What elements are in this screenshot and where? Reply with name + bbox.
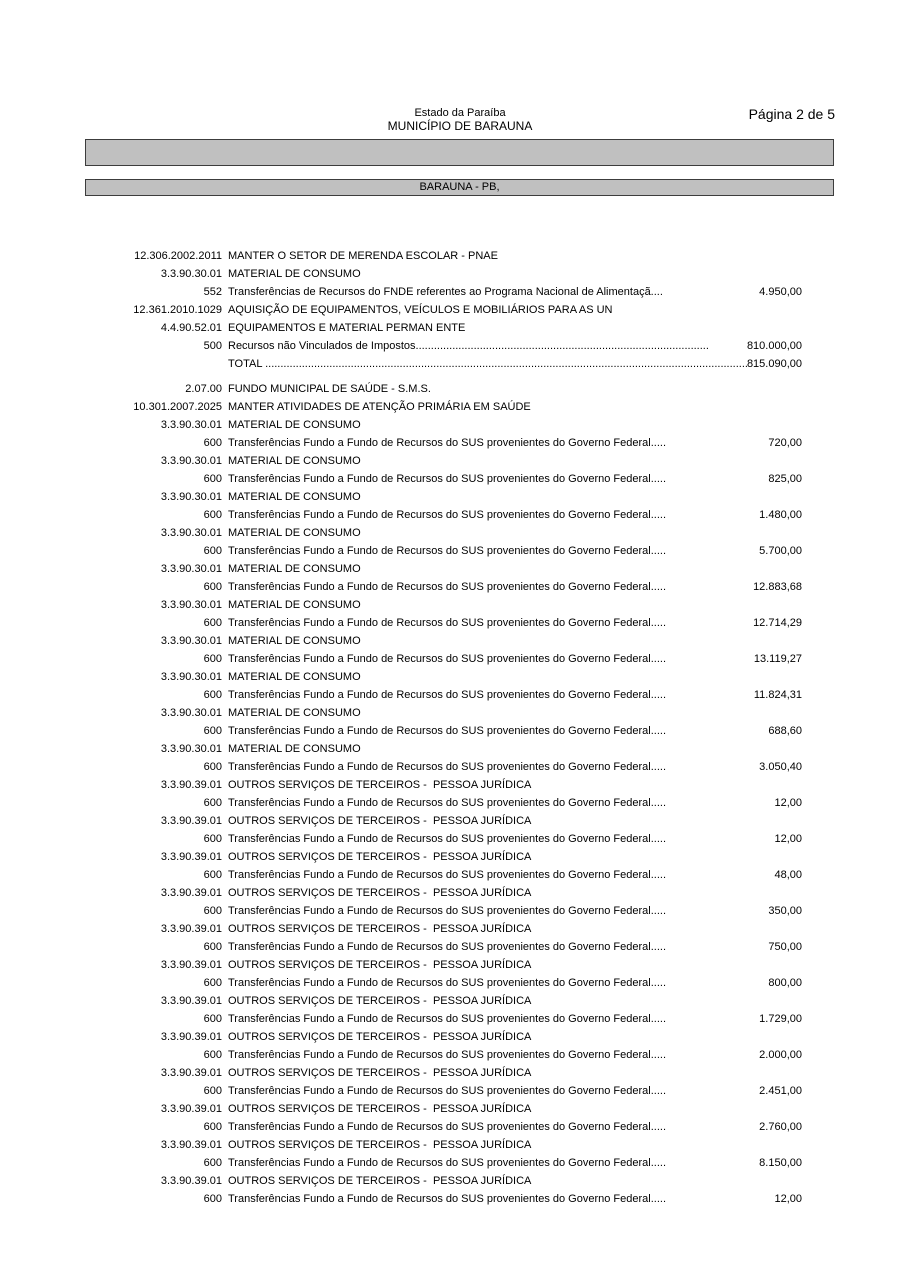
row-amount: 12,00 <box>774 797 802 809</box>
table-row <box>85 1138 802 1156</box>
row-amount: 8.150,00 <box>759 1157 802 1169</box>
row-description: Transferências Fundo a Fundo de Recursos do SUS provenientes do Governo Federal..... <box>228 473 666 485</box>
table-row <box>85 886 802 904</box>
table-row <box>85 418 802 436</box>
row-amount: 13.119,27 <box>753 653 802 665</box>
table-row <box>85 1084 802 1102</box>
row-code: 12.306.2002.2011 <box>134 250 222 262</box>
row-code: 3.3.90.30.01 <box>160 707 222 719</box>
row-code: 3.3.90.30.01 <box>160 527 222 539</box>
row-description: Transferências Fundo a Fundo de Recursos do SUS provenientes do Governo Federal..... <box>228 869 666 881</box>
row-description: OUTROS SERVIÇOS DE TERCEIROS - PESSOA JURÍDICA <box>228 959 532 971</box>
row-amount: 2.451,00 <box>759 1085 802 1097</box>
header-municipality: MUNICÍPIO DE BARAUNA <box>387 119 533 133</box>
row-code: 600 <box>203 545 222 557</box>
row-amount: 350,00 <box>768 905 802 917</box>
row-code: 600 <box>203 905 222 917</box>
row-description: Transferências Fundo a Fundo de Recursos do SUS provenientes do Governo Federal..... <box>228 437 666 449</box>
table-row <box>85 976 802 994</box>
row-description: OUTROS SERVIÇOS DE TERCEIROS - PESSOA JURÍDICA <box>228 779 532 791</box>
table-row <box>85 544 802 562</box>
row-description: MATERIAL DE CONSUMO <box>228 599 361 611</box>
table-row <box>85 652 802 670</box>
row-code: 3.3.90.39.01 <box>160 1031 222 1043</box>
table-row <box>85 526 802 544</box>
row-amount: 800,00 <box>768 977 802 989</box>
row-description: OUTROS SERVIÇOS DE TERCEIROS - PESSOA JURÍDICA <box>228 1139 532 1151</box>
row-code: 600 <box>203 1049 222 1061</box>
table-row <box>85 832 802 850</box>
row-code: 600 <box>203 437 222 449</box>
row-amount: 4.950,00 <box>759 286 802 298</box>
row-code: 600 <box>203 689 222 701</box>
row-description: MATERIAL DE CONSUMO <box>228 743 361 755</box>
row-code: 3.3.90.30.01 <box>160 455 222 467</box>
row-amount: 3.050,40 <box>759 761 802 773</box>
table-row <box>85 1066 802 1084</box>
table-row <box>85 922 802 940</box>
row-code: 12.361.2010.1029 <box>133 304 222 316</box>
row-description: MATERIAL DE CONSUMO <box>228 491 361 503</box>
table-row <box>85 742 802 760</box>
table-row <box>85 724 802 742</box>
row-code: 3.3.90.39.01 <box>160 959 222 971</box>
row-code: 600 <box>203 653 222 665</box>
row-description: FUNDO MUNICIPAL DE SAÚDE - S.M.S. <box>228 383 431 395</box>
table-row <box>85 490 802 508</box>
row-amount: 815.090,00 <box>746 358 802 370</box>
table-row <box>85 940 802 958</box>
table-row <box>85 1156 802 1174</box>
row-code: 600 <box>203 509 222 521</box>
row-description: Transferências Fundo a Fundo de Recursos do SUS provenientes do Governo Federal..... <box>228 545 666 557</box>
row-amount: 720,00 <box>768 437 802 449</box>
row-description: MATERIAL DE CONSUMO <box>228 455 361 467</box>
row-description: Transferências Fundo a Fundo de Recursos do SUS provenientes do Governo Federal..... <box>228 509 666 521</box>
row-description: Transferências de Recursos do FNDE referentes ao Programa Nacional de Alimentaçã.... <box>228 286 663 298</box>
row-description: MATERIAL DE CONSUMO <box>228 635 361 647</box>
row-code: 3.3.90.39.01 <box>160 1103 222 1115</box>
row-code: 600 <box>203 1121 222 1133</box>
row-amount: 12,00 <box>774 1193 802 1205</box>
row-amount: 11.824,31 <box>753 689 802 701</box>
header-bar-empty <box>85 139 834 166</box>
row-description: MATERIAL DE CONSUMO <box>228 268 361 280</box>
table-row <box>85 850 802 868</box>
row-code: 552 <box>203 286 222 298</box>
row-code: 600 <box>203 833 222 845</box>
row-description: OUTROS SERVIÇOS DE TERCEIROS - PESSOA JURÍDICA <box>228 1175 532 1187</box>
table-row <box>85 400 802 418</box>
row-description: Transferências Fundo a Fundo de Recursos do SUS provenientes do Governo Federal..... <box>228 1157 666 1169</box>
row-code: 3.3.90.30.01 <box>160 491 222 503</box>
table-row <box>85 285 802 303</box>
row-code: 600 <box>203 1013 222 1025</box>
table-row <box>85 1030 802 1048</box>
row-description: OUTROS SERVIÇOS DE TERCEIROS - PESSOA JURÍDICA <box>228 815 532 827</box>
row-amount: 1.729,00 <box>759 1013 802 1025</box>
table-row <box>85 868 802 886</box>
row-description: Recursos não Vinculados de Impostos................................................................................................ <box>228 340 709 352</box>
table-row <box>85 382 802 400</box>
page-indicator: Página 2 de 5 <box>748 106 835 122</box>
row-description: Transferências Fundo a Fundo de Recursos do SUS provenientes do Governo Federal..... <box>228 1013 666 1025</box>
row-code: 600 <box>203 473 222 485</box>
row-code: 3.3.90.39.01 <box>160 851 222 863</box>
row-description: Transferências Fundo a Fundo de Recursos do SUS provenientes do Governo Federal..... <box>228 1085 666 1097</box>
row-description: Transferências Fundo a Fundo de Recursos do SUS provenientes do Governo Federal..... <box>228 725 666 737</box>
row-description: OUTROS SERVIÇOS DE TERCEIROS - PESSOA JURÍDICA <box>228 1103 532 1115</box>
row-amount: 810.000,00 <box>746 340 802 352</box>
row-description: OUTROS SERVIÇOS DE TERCEIROS - PESSOA JURÍDICA <box>228 995 532 1007</box>
row-description: MANTER ATIVIDADES DE ATENÇÃO PRIMÁRIA EM SAÚDE <box>228 401 531 413</box>
row-description: Transferências Fundo a Fundo de Recursos do SUS provenientes do Governo Federal..... <box>228 905 666 917</box>
row-description: AQUISIÇÃO DE EQUIPAMENTOS, VEÍCULOS E MOBILIÁRIOS PARA AS UN <box>228 304 613 316</box>
document-header <box>85 107 835 133</box>
row-description: OUTROS SERVIÇOS DE TERCEIROS - PESSOA JURÍDICA <box>228 1031 532 1043</box>
table-row <box>85 904 802 922</box>
row-amount: 750,00 <box>768 941 802 953</box>
table-row <box>85 357 802 375</box>
row-description: MATERIAL DE CONSUMO <box>228 419 361 431</box>
row-description: Transferências Fundo a Fundo de Recursos do SUS provenientes do Governo Federal..... <box>228 797 666 809</box>
row-code: 600 <box>203 1157 222 1169</box>
row-code: 3.3.90.30.01 <box>160 563 222 575</box>
table-row <box>85 760 802 778</box>
table-row <box>85 249 802 267</box>
row-amount: 48,00 <box>774 869 802 881</box>
row-code: 600 <box>203 617 222 629</box>
row-code: 600 <box>203 1085 222 1097</box>
row-code: 10.301.2007.2025 <box>133 401 222 413</box>
row-code: 3.3.90.39.01 <box>160 887 222 899</box>
location-bar <box>85 179 834 196</box>
row-code: 3.3.90.39.01 <box>160 815 222 827</box>
table-row <box>85 994 802 1012</box>
row-code: 3.3.90.39.01 <box>160 923 222 935</box>
row-description: Transferências Fundo a Fundo de Recursos do SUS provenientes do Governo Federal..... <box>228 977 666 989</box>
row-code: 600 <box>203 797 222 809</box>
row-description: OUTROS SERVIÇOS DE TERCEIROS - PESSOA JURÍDICA <box>228 1067 532 1079</box>
table-row <box>85 670 802 688</box>
row-description: Transferências Fundo a Fundo de Recursos do SUS provenientes do Governo Federal..... <box>228 1049 666 1061</box>
table-row <box>85 454 802 472</box>
row-code: 3.3.90.39.01 <box>160 1067 222 1079</box>
row-amount: 12.883,68 <box>753 581 802 593</box>
row-code: 3.3.90.30.01 <box>160 671 222 683</box>
table-row <box>85 580 802 598</box>
row-code: 3.3.90.30.01 <box>160 635 222 647</box>
table-row <box>85 1192 802 1210</box>
table-row <box>85 1174 802 1192</box>
row-description: Transferências Fundo a Fundo de Recursos do SUS provenientes do Governo Federal..... <box>228 1121 666 1133</box>
row-description: EQUIPAMENTOS E MATERIAL PERMAN ENTE <box>228 322 466 334</box>
row-description: OUTROS SERVIÇOS DE TERCEIROS - PESSOA JURÍDICA <box>228 851 532 863</box>
row-description: OUTROS SERVIÇOS DE TERCEIROS - PESSOA JURÍDICA <box>228 887 532 899</box>
table-row <box>85 267 802 285</box>
table-row <box>85 303 802 321</box>
row-amount: 2.760,00 <box>759 1121 802 1133</box>
table-row <box>85 321 802 339</box>
row-code: 3.3.90.39.01 <box>160 1175 222 1187</box>
table-row <box>85 436 802 454</box>
row-description: MATERIAL DE CONSUMO <box>228 707 361 719</box>
row-description: MATERIAL DE CONSUMO <box>228 563 361 575</box>
table-row <box>85 796 802 814</box>
table-row <box>85 814 802 832</box>
row-code: 600 <box>203 941 222 953</box>
row-code: 2.07.00 <box>185 383 222 395</box>
row-description: Transferências Fundo a Fundo de Recursos do SUS provenientes do Governo Federal..... <box>228 653 666 665</box>
table-row <box>85 706 802 724</box>
row-description: MANTER O SETOR DE MERENDA ESCOLAR - PNAE <box>228 250 498 262</box>
table-row <box>85 1012 802 1030</box>
row-description: Transferências Fundo a Fundo de Recursos do SUS provenientes do Governo Federal..... <box>228 833 666 845</box>
row-code: 3.3.90.30.01 <box>160 419 222 431</box>
table-row <box>85 616 802 634</box>
table-row <box>85 778 802 796</box>
header-state: Estado da Paraíba <box>414 107 506 119</box>
table-row <box>85 1048 802 1066</box>
table-row <box>85 1102 802 1120</box>
row-code: 600 <box>203 1193 222 1205</box>
row-code: 600 <box>203 725 222 737</box>
row-description: MATERIAL DE CONSUMO <box>228 527 361 539</box>
row-description: OUTROS SERVIÇOS DE TERCEIROS - PESSOA JURÍDICA <box>228 923 532 935</box>
row-code: 3.3.90.39.01 <box>160 995 222 1007</box>
row-code: 600 <box>203 869 222 881</box>
row-description: Transferências Fundo a Fundo de Recursos do SUS provenientes do Governo Federal..... <box>228 941 666 953</box>
row-code: 3.3.90.30.01 <box>160 743 222 755</box>
row-description: Transferências Fundo a Fundo de Recursos do SUS provenientes do Governo Federal..... <box>228 581 666 593</box>
report-body <box>85 249 802 1210</box>
row-description: Transferências Fundo a Fundo de Recursos do SUS provenientes do Governo Federal..... <box>228 761 666 773</box>
table-row <box>85 508 802 526</box>
row-code: 3.3.90.30.01 <box>160 599 222 611</box>
row-amount: 12.714,29 <box>753 617 802 629</box>
row-code: 3.3.90.39.01 <box>160 1139 222 1151</box>
row-description: Transferências Fundo a Fundo de Recursos do SUS provenientes do Governo Federal..... <box>228 617 666 629</box>
row-code: 600 <box>203 581 222 593</box>
row-amount: 2.000,00 <box>759 1049 802 1061</box>
location-bar-label: BARAUNA - PB, <box>419 181 500 193</box>
row-amount: 1.480,00 <box>759 509 802 521</box>
row-code: 600 <box>203 977 222 989</box>
table-row <box>85 634 802 652</box>
row-description: Transferências Fundo a Fundo de Recursos do SUS provenientes do Governo Federal..... <box>228 1193 666 1205</box>
row-description: Transferências Fundo a Fundo de Recursos do SUS provenientes do Governo Federal..... <box>228 689 666 701</box>
row-code: 3.3.90.39.01 <box>160 779 222 791</box>
row-amount: 688,60 <box>768 725 802 737</box>
table-row <box>85 1120 802 1138</box>
row-code: 3.3.90.30.01 <box>160 268 222 280</box>
table-row <box>85 562 802 580</box>
table-row <box>85 958 802 976</box>
table-row <box>85 598 802 616</box>
row-amount: 825,00 <box>768 473 802 485</box>
row-code: 600 <box>203 761 222 773</box>
table-row <box>85 339 802 357</box>
row-code: 500 <box>203 340 222 352</box>
row-amount: 5.700,00 <box>759 545 802 557</box>
table-row <box>85 688 802 706</box>
row-code: 4.4.90.52.01 <box>160 322 222 334</box>
row-description: TOTAL .............................................................................................................................................................. <box>228 358 748 370</box>
table-row <box>85 472 802 490</box>
row-description: MATERIAL DE CONSUMO <box>228 671 361 683</box>
row-amount: 12,00 <box>774 833 802 845</box>
